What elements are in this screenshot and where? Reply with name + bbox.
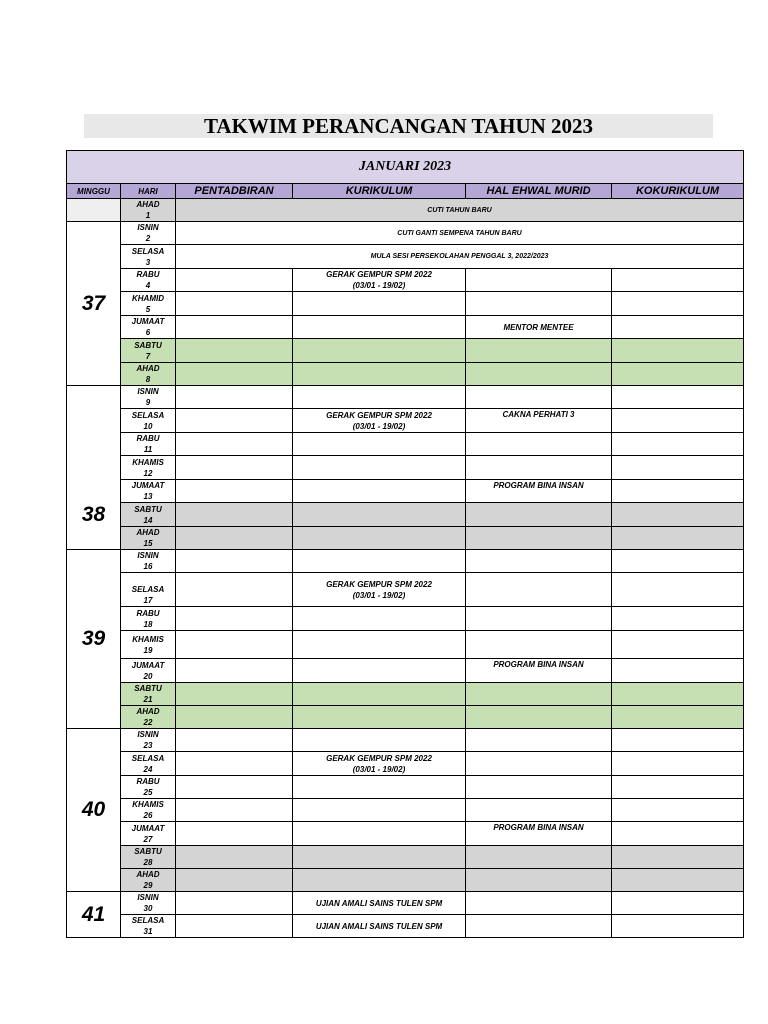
table-row [67,683,744,706]
event-program-bina-insan: PROGRAM BINA INSAN [466,659,612,683]
month-row [67,151,744,184]
cell-koko [612,269,744,292]
calendar-table [66,150,744,938]
table-row [67,869,744,892]
day-cell: AHAD 29 [121,869,176,892]
table-row [67,409,744,433]
event-program-bina-insan: PROGRAM BINA INSAN [466,822,612,846]
day-cell: JUMAAT 6 [121,316,176,339]
day-cell: KHAMIS 19 [121,631,176,659]
day-cell: KHAMIS 26 [121,799,176,822]
table-row [67,527,744,550]
event-gerak-gempur: GERAK GEMPUR SPM 2022 (03/01 - 19/02) [293,409,466,433]
day-cell: AHAD 22 [121,706,176,729]
day-cell: AHAD 8 [121,363,176,386]
day-cell: SABTU 7 [121,339,176,363]
event-gerak-gempur: GERAK GEMPUR SPM 2022 (03/01 - 19/02) [293,269,466,292]
header-hem: HAL EHWAL MURID [466,184,612,199]
table-row [67,729,744,752]
table-row [67,316,744,339]
event-cuti-ganti: CUTI GANTI SEMPENA TAHUN BARU [176,222,744,245]
page-title: TAKWIM PERANCANGAN TAHUN 2023 [203,114,594,138]
day-cell: RABU 25 [121,776,176,799]
table-row [67,776,744,799]
week-number: 40 [67,729,121,892]
event-gerak-gempur: GERAK GEMPUR SPM 2022 (03/01 - 19/02) [293,752,466,776]
table-row [67,292,744,316]
event-cuti-tahun-baru: CUTI TAHUN BARU [176,199,744,222]
week-cell-empty [67,199,121,222]
day-cell: SABTU 14 [121,503,176,527]
table-row [67,433,744,456]
day-cell: RABU 4 [121,269,176,292]
table-row [67,607,744,631]
header-row [67,184,744,199]
month-title: JANUARI 2023 [67,151,744,184]
cell-hem [466,269,612,292]
day-cell: AHAD 1 [121,199,176,222]
day-cell: SELASA 31 [121,915,176,938]
day-cell: ISNIN 23 [121,729,176,752]
event-mula-sesi: MULA SESI PERSEKOLAHAN PENGGAL 3, 2022/2023 [176,245,744,269]
table-row [67,456,744,480]
table-row [67,269,744,292]
day-cell: RABU 11 [121,433,176,456]
day-cell: KHAMID 5 [121,292,176,316]
header-kurikulum: KURIKULUM [293,184,466,199]
table-row [67,573,744,607]
week-number: 38 [67,386,121,550]
table-row [67,892,744,915]
day-cell: ISNIN 9 [121,386,176,409]
day-cell: RABU 18 [121,607,176,631]
table-row [67,915,744,938]
table-row [67,222,744,245]
table-row [67,480,744,503]
week-number: 41 [67,892,121,938]
table-row [67,245,744,269]
day-cell: AHAD 15 [121,527,176,550]
day-cell: KHAMIS 12 [121,456,176,480]
table-row [67,706,744,729]
cell-pentadbiran [176,269,293,292]
day-cell: ISNIN 16 [121,550,176,573]
table-row [67,503,744,527]
day-cell: SELASA 10 [121,409,176,433]
day-cell: JUMAAT 20 [121,659,176,683]
table-row [67,799,744,822]
week-number: 39 [67,550,121,729]
table-row [67,199,744,222]
header-hari: HARI [121,184,176,199]
table-row [67,363,744,386]
table-row [67,631,744,659]
table-row [67,550,744,573]
table-row [67,339,744,363]
table-row [67,386,744,409]
table-row [67,846,744,869]
event-gerak-gempur: GERAK GEMPUR SPM 2022 (03/01 - 19/02) [293,573,466,607]
event-ujian-amali: UJIAN AMALI SAINS TULEN SPM [293,892,466,915]
table-row [67,752,744,776]
event-ujian-amali: UJIAN AMALI SAINS TULEN SPM [293,915,466,938]
day-cell: JUMAAT 27 [121,822,176,846]
table-row [67,822,744,846]
day-cell: ISNIN 30 [121,892,176,915]
header-minggu: MINGGU [67,184,121,199]
event-program-bina-insan: PROGRAM BINA INSAN [466,480,612,503]
day-cell: SELASA 3 [121,245,176,269]
day-cell: SELASA 17 [121,573,176,607]
event-cakna-perhati: CAKNA PERHATI 3 [466,409,612,433]
header-koko: KOKURIKULUM [612,184,744,199]
week-number: 37 [67,222,121,386]
event-mentor-mentee: MENTOR MENTEE [466,316,612,339]
header-pentadbiran: PENTADBIRAN [176,184,293,199]
day-cell: SABTU 28 [121,846,176,869]
table-row [67,659,744,683]
day-cell: JUMAAT 13 [121,480,176,503]
day-cell: SELASA 24 [121,752,176,776]
day-cell: SABTU 21 [121,683,176,706]
day-cell: ISNIN 2 [121,222,176,245]
